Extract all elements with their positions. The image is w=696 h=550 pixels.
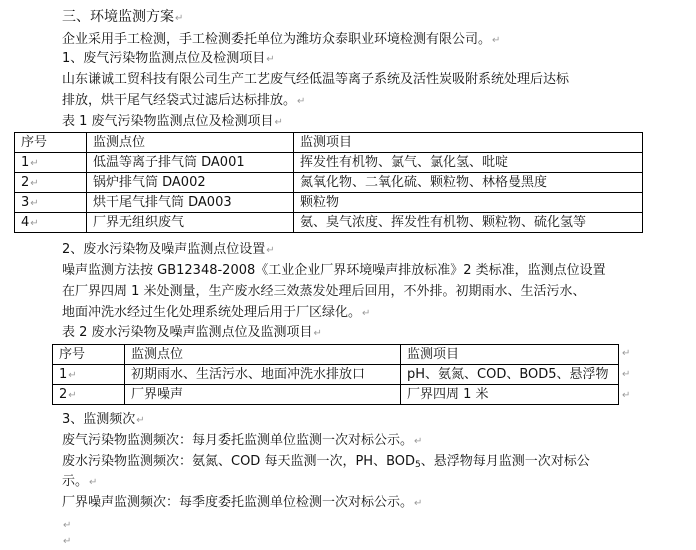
header-cell: 监测项目 (401, 345, 619, 365)
table-cell: 烘干尾气排气筒 DA003 (87, 193, 294, 213)
table-cell: 厂界噪声 (125, 385, 401, 405)
frequency-water-line-1: 废水污染物监测频次：氨氮、COD 每天监测一次，PH、$BOD_5$、悬浮物每月监测一次对标公 (62, 454, 590, 470)
section-heading: 三、环境监测方案↵ (62, 9, 184, 25)
empty-paragraph-mark: ↵ (63, 536, 72, 547)
table-cell: 4↵ (15, 213, 87, 233)
table-cell: 1↵ (53, 365, 125, 385)
table-header-row (15, 133, 643, 153)
table-cell: 厂界无组织废气 (87, 213, 294, 233)
row-end-mark: ↵ (622, 348, 631, 359)
table-water-noise-monitoring (52, 344, 619, 405)
frequency-water-line-2: 示。↵ (62, 474, 98, 489)
table-cell: 初期雨水、生活污水、地面冲洗水排放口 (125, 365, 401, 385)
table-cell: 2↵ (15, 173, 87, 193)
table-row (15, 173, 643, 193)
frequency-noise: 厂界噪声监测频次：每季度委托监测单位检测一次对标公示。↵ (62, 495, 423, 510)
table-cell: 1↵ (15, 153, 87, 173)
table2-caption: 表 2 废水污染物及噪声监测点位及监测项目↵ (62, 325, 322, 340)
frequency-gas: 废气污染物监测频次：每月委托监测单位监测一次对标公示。↵ (62, 433, 423, 448)
table-cell: 氨、臭气浓度、挥发性有机物、颗粒物、硫化氢等 (294, 213, 643, 233)
gas-description-line-2: 排放，烘干尾气经袋式过滤后达标排放。↵ (62, 93, 306, 108)
header-cell: 序号 (15, 133, 87, 153)
table-cell: 3↵ (15, 193, 87, 213)
header-cell: 序号 (53, 345, 125, 365)
table-cell: 2↵ (53, 385, 125, 405)
table-row (15, 213, 643, 233)
header-cell: 监测项目 (294, 133, 643, 153)
table-cell: 颗粒物 (294, 193, 643, 213)
table-gas-monitoring (14, 132, 643, 233)
table-cell: pH、氨氮、COD、BOD5、悬浮物 (401, 365, 619, 385)
table-cell: 锅炉排气筒 DA002 (87, 173, 294, 193)
intro-paragraph: 企业采用手工检测，手工检测委托单位为潍坊众泰职业环境检测有限公司。↵ (62, 32, 501, 47)
table-cell: 厂界四周 1 米 (401, 385, 619, 405)
subheading-gas: 1、废气污染物监测点位及检测项目↵ (62, 51, 275, 66)
table1-caption: 表 1 废气污染物监测点位及检测项目↵ (62, 114, 283, 129)
table-row (15, 193, 643, 213)
table-row (53, 365, 619, 385)
header-cell: 监测点位 (87, 133, 294, 153)
table-row (15, 153, 643, 173)
table-header-row (53, 345, 619, 365)
gas-description-line-1: 山东谦诚工贸科技有限公司生产工艺废气经低温等离子系统及活性炭吸附系统处理后达标 (62, 72, 570, 87)
table-cell: 挥发性有机物、氯气、氯化氢、吡啶 (294, 153, 643, 173)
table-row (53, 385, 619, 405)
table-cell: 氮氧化物、二氧化硫、颗粒物、林格曼黑度 (294, 173, 643, 193)
row-end-mark: ↵ (622, 369, 631, 380)
subheading-frequency: 3、监测频次↵ (62, 412, 145, 427)
empty-paragraph-mark: ↵ (63, 520, 72, 531)
header-cell: 监测点位 (125, 345, 401, 365)
noise-paragraph-line-2: 在厂界四周 1 米处测量，生产废水经三效蒸发处理后回用，不外排。初期雨水、生活污水、 (62, 284, 586, 299)
noise-paragraph-line-3: 地面冲洗水经过生化处理系统处理后用于厂区绿化。↵ (62, 305, 371, 320)
table-cell: 低温等离子排气筒 DA001 (87, 153, 294, 173)
row-end-mark: ↵ (622, 390, 631, 401)
noise-paragraph-line-1: 噪声监测方法按 GB12348-2008《工业企业厂界环境噪声排放标准》2 类标准，监测点位设置 (62, 263, 606, 278)
subheading-water-noise: 2、废水污染物及噪声监测点位设置↵ (62, 242, 275, 257)
